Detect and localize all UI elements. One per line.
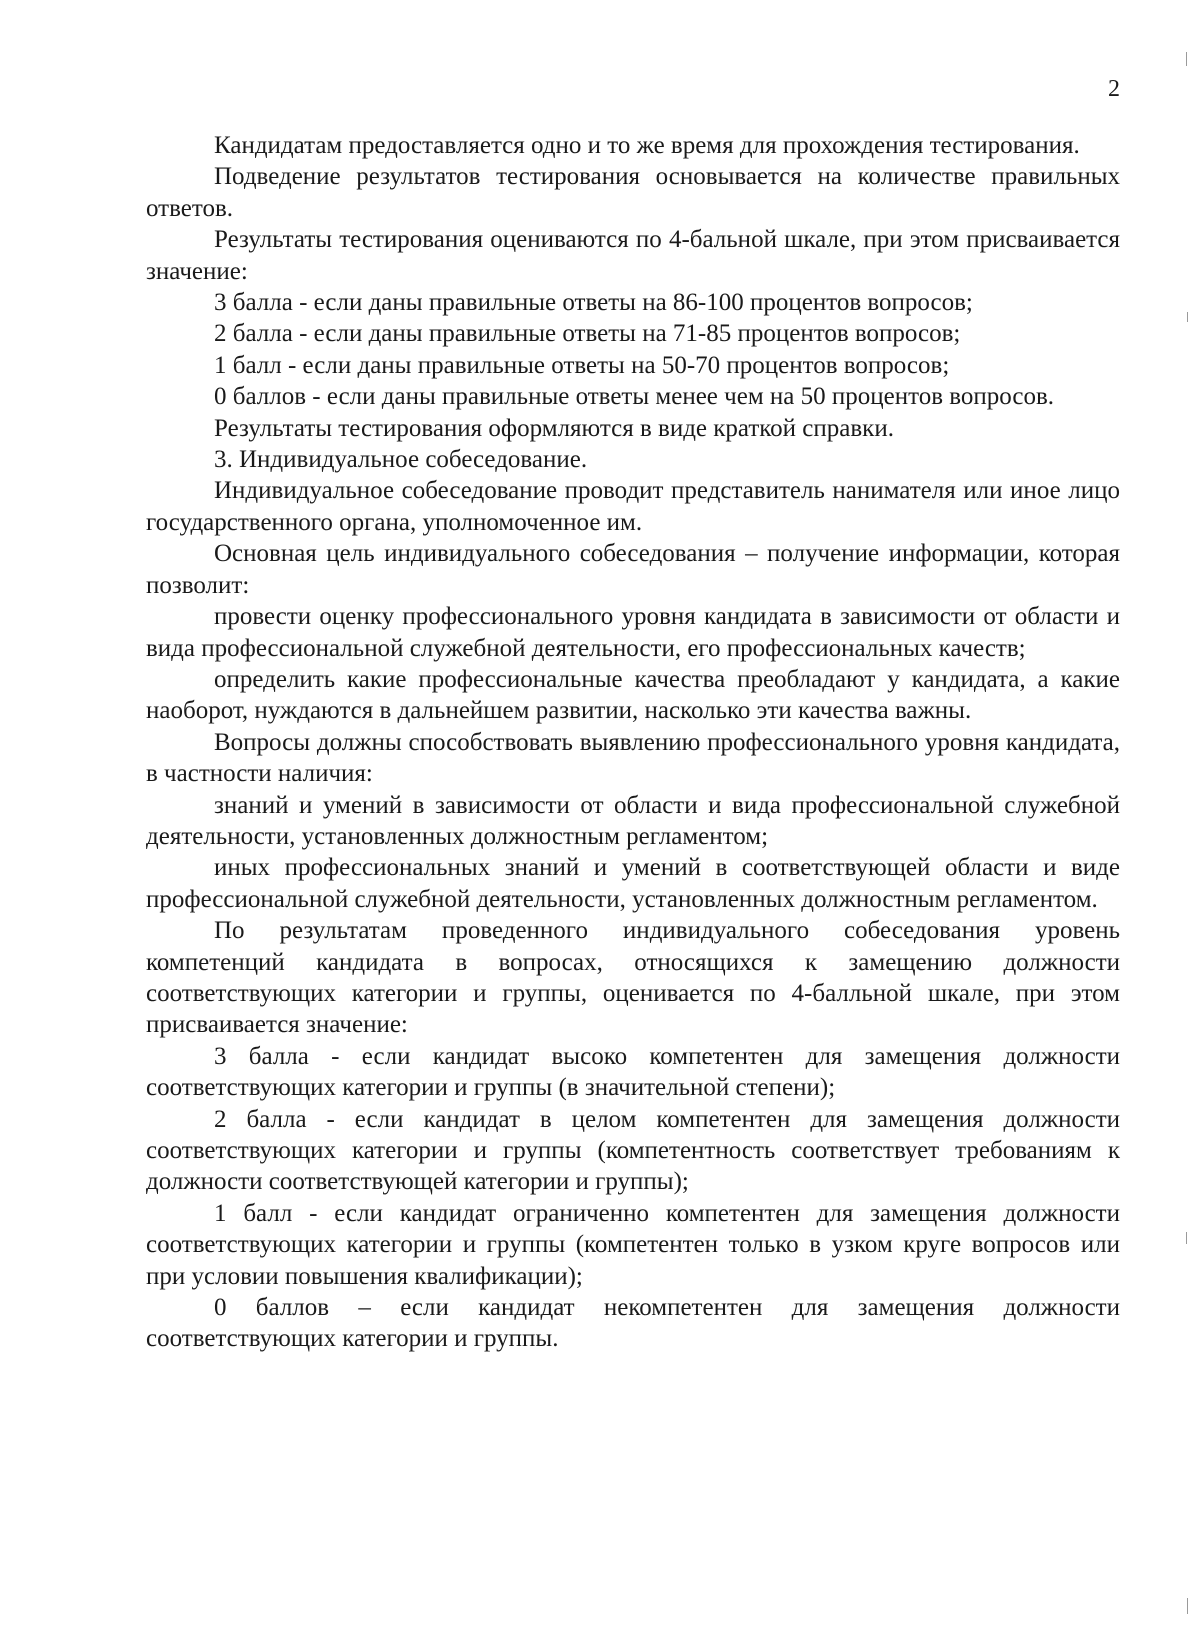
scan-artifact bbox=[1186, 1232, 1187, 1244]
paragraph: 2 балла - если кандидат в целом компетентен для замещения должности соответствующих категории и группы (компетентность соответствует требованиям к должности соответствующей категории и группы); bbox=[146, 1105, 1120, 1196]
paragraph: Основная цель индивидуального собеседования – получение информации, которая позволит: bbox=[146, 540, 1120, 599]
page-number: 2 bbox=[1108, 76, 1120, 102]
paragraph: определить какие профессиональные качества преобладают у кандидата, а какие наоборот, нуждаются в дальнейшем развитии, насколько эти качества важны. bbox=[146, 665, 1120, 725]
section-heading: 3. Индивидуальное собеседование. bbox=[214, 446, 588, 474]
paragraph: 1 балл - если даны правильные ответы на 50-70 процентов вопросов; bbox=[214, 351, 950, 379]
paragraph: иных профессиональных знаний и умений в соответствующей области и виде профессиональной служебной деятельности, установленных должностным регламентом. bbox=[146, 854, 1120, 913]
paragraph: По результатам проведенного индивидуального собеседования уровень компетенций кандидата в вопросах, относящихся к замещению должности соответствующих категории и группы, оценивается по 4-балльной шкале, при этом присваивается значение: bbox=[146, 917, 1120, 1039]
scan-artifact bbox=[1187, 1598, 1188, 1614]
paragraph: 3 балла - если кандидат высоко компетентен для замещения должности соответствующих категории и группы (в значительной степени); bbox=[146, 1042, 1120, 1102]
paragraph: 1 балл - если кандидат ограниченно компетентен для замещения должности соответствующих категории и группы (компетентен только в узком круге вопросов или при условии повышения квалификации); bbox=[146, 1199, 1120, 1290]
scan-artifact bbox=[1187, 312, 1188, 322]
paragraph: Результаты тестирования оцениваются по 4-бальной шкале, при этом присваивается значение: bbox=[146, 226, 1120, 285]
document-body bbox=[146, 130, 1120, 1355]
paragraph: 0 баллов – если кандидат некомпетентен для замещения должности соответствующих категории и группы. bbox=[146, 1294, 1120, 1353]
paragraph: Вопросы должны способствовать выявлению профессионального уровня кандидата, в частности наличия: bbox=[146, 728, 1120, 788]
paragraph: Результаты тестирования оформляются в виде краткой справки. bbox=[214, 414, 894, 442]
paragraph: Индивидуальное собеседование проводит представитель нанимателя или иное лицо государственного органа, уполномоченное им. bbox=[146, 477, 1120, 536]
paragraph: Кандидатам предоставляется одно и то же время для прохождения тестирования. bbox=[214, 132, 1080, 159]
paragraph: провести оценку профессионального уровня кандидата в зависимости от области и вида профессиональной служебной деятельности, его профессиональных качеств; bbox=[146, 603, 1120, 662]
paragraph: 0 баллов - если даны правильные ответы менее чем на 50 процентов вопросов. bbox=[214, 383, 1055, 411]
paragraph: Подведение результатов тестирования основывается на количестве правильных ответов. bbox=[146, 163, 1120, 222]
paragraph: 3 балла - если даны правильные ответы на 86-100 процентов вопросов; bbox=[214, 289, 973, 317]
paragraph: 2 балла - если даны правильные ответы на 71-85 процентов вопросов; bbox=[214, 320, 961, 348]
scan-artifact bbox=[1186, 52, 1187, 66]
paragraph: знаний и умений в зависимости от области и вида профессиональной служебной деятельности, установленных должностным регламентом; bbox=[146, 791, 1120, 850]
